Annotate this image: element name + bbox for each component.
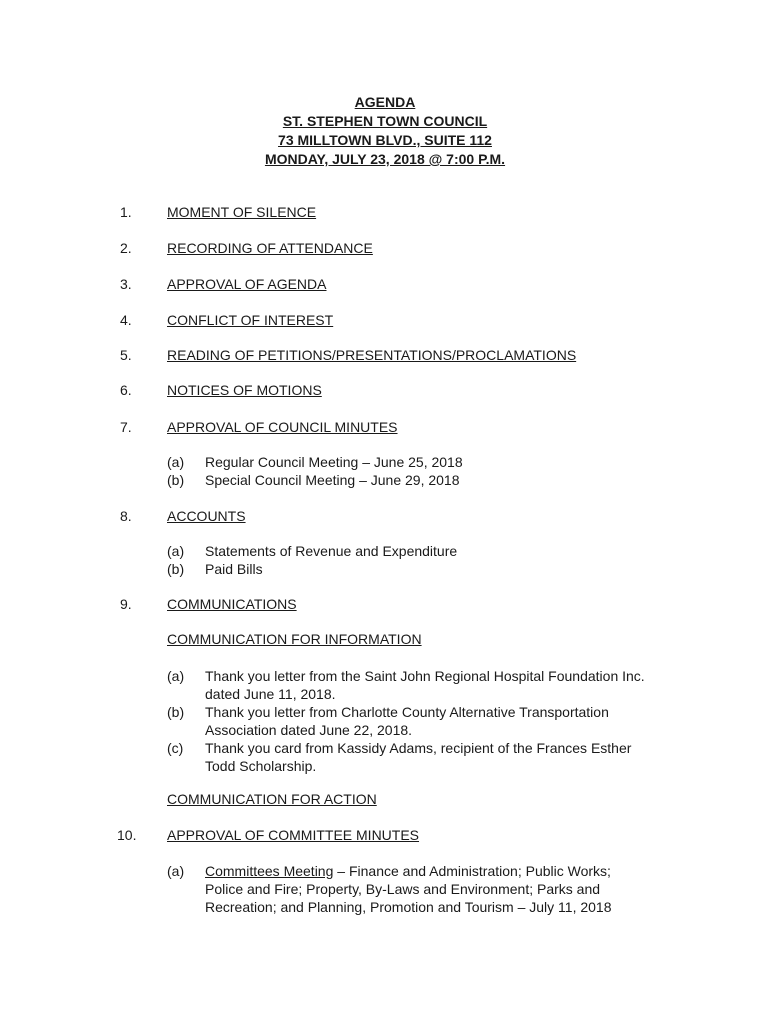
sub-item-text: Recreation; and Planning, Promotion and Tourism – July 11, 2018 [205,899,612,915]
item-number: 2. [120,240,132,256]
item-number: 10. [117,827,137,843]
item-number: 8. [120,508,132,524]
sub-item-text: Regular Council Meeting – June 25, 2018 [205,454,463,470]
item-number: 6. [120,382,132,398]
sub-item-text: Statements of Revenue and Expenditure [205,543,458,559]
sub-item-label: (b) [167,561,185,577]
sub-item-label: (a) [167,454,185,470]
sub-item-text: dated June 11, 2018. [205,686,336,702]
item-title: NOTICES OF MOTIONS [167,382,322,398]
item-title: APPROVAL OF COUNCIL MINUTES [167,419,398,435]
agenda-header [0,93,770,169]
item-number: 4. [120,312,132,328]
sub-item-text [205,862,611,880]
item-number: 7. [120,419,132,435]
sub-item-label: (c) [167,740,184,756]
sub-item-label: (b) [167,704,185,720]
sub-item-label: (b) [167,472,185,488]
sub-item-text: Thank you card from Kassidy Adams, recipient of the Frances Esther [205,740,632,756]
sub-item-label: (a) [167,543,185,559]
item-number: 3. [120,276,132,292]
agenda-title: AGENDA [354,94,416,110]
council-name: ST. STEPHEN TOWN COUNCIL [282,113,488,129]
item-number: 9. [120,596,132,612]
item-number: 1. [120,204,132,220]
sub-item-label: (a) [167,668,185,684]
council-address: 73 MILLTOWN BLVD., SUITE 112 [278,132,492,148]
committees-meeting-link: Committees Meeting [205,863,334,879]
item-title: APPROVAL OF AGENDA [167,276,327,292]
sub-item-text: Thank you letter from the Saint John Regional Hospital Foundation Inc. [205,668,645,684]
sub-item-text: Thank you letter from Charlotte County Alternative Transportation [205,704,609,720]
sub-item-text: Special Council Meeting – June 29, 2018 [205,472,460,488]
item-title: APPROVAL OF COMMITTEE MINUTES [167,827,420,843]
communication-info-heading: COMMUNICATION FOR INFORMATION [167,631,422,647]
item-title: MOMENT OF SILENCE [167,204,317,220]
item-title: READING OF PETITIONS/PRESENTATIONS/PROCLAMATIONS [167,347,577,363]
meeting-date: MONDAY, JULY 23, 2018 @ 7:00 P.M. [264,151,506,167]
sub-item-label: (a) [167,863,185,879]
item-number: 5. [120,347,132,363]
sub-item-text: Paid Bills [205,561,263,577]
sub-item-text: Association dated June 22, 2018. [205,722,413,738]
item-title: RECORDING OF ATTENDANCE [167,240,373,256]
sub-item-text: Police and Fire; Property, By-Laws and Environment; Parks and [205,881,601,897]
sub-item-text: Todd Scholarship. [205,758,317,774]
item-title: COMMUNICATIONS [167,596,297,612]
item-title: CONFLICT OF INTEREST [167,312,334,328]
sub-item-text-rest: – Finance and Administration; Public Works; [333,863,611,879]
communication-action-heading: COMMUNICATION FOR ACTION [167,791,377,807]
item-title: ACCOUNTS [167,508,246,524]
